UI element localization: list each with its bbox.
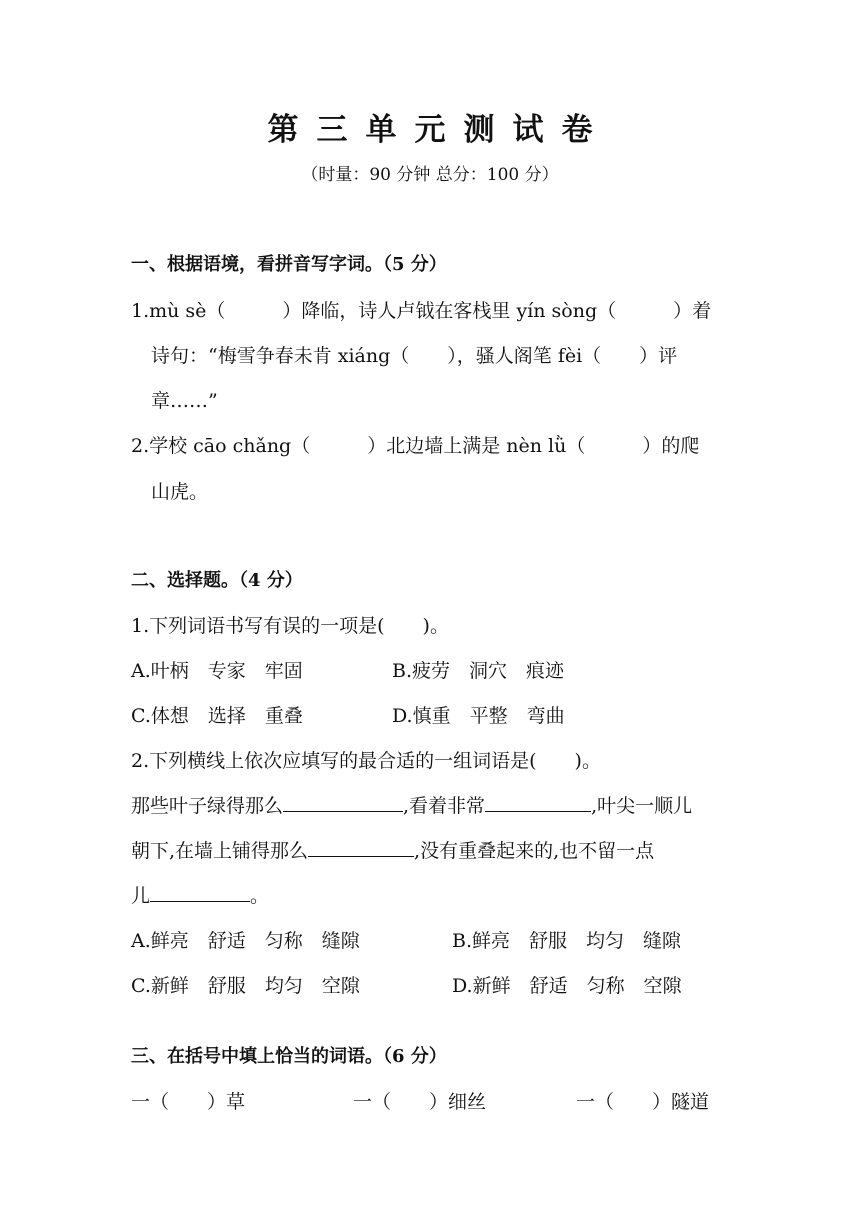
fill-blank-4[interactable] xyxy=(150,881,250,902)
section1-q2-line2: 山虎。 xyxy=(151,481,209,503)
section2-q1-stem: 1.下列词语书写有误的一项是( )。 xyxy=(131,615,449,637)
q2-text-a: 那些叶子绿得那么 xyxy=(131,795,284,817)
section3-item-2: 一（ ）细丝 xyxy=(353,1091,487,1113)
section2-heading: 二、选择题。（4 分） xyxy=(131,570,303,591)
section1-heading: 一、根据语境，看拼音写字词。（5 分） xyxy=(131,254,447,275)
page-title: 第三单元测试卷 xyxy=(267,112,611,148)
q2-text-c: ,叶尖一顺儿 xyxy=(591,795,693,817)
fill-blank-1[interactable] xyxy=(283,791,403,812)
section2-q1-option-a: A.叶柄 专家 牢固 xyxy=(131,660,303,682)
q2-text-g: 。 xyxy=(250,885,270,907)
section2-q2-option-d: D.新鲜 舒适 匀称 空隙 xyxy=(452,975,682,997)
q2-text-d: 朝下,在墙上铺得那么 xyxy=(131,840,309,862)
section1-q1-line2: 诗句：“梅雪争春未肯 xiáng（ ），骚人阁笔 fèi（ ）评 xyxy=(151,345,678,367)
section2-q2-stem: 2.下列横线上依次应填写的最合适的一组词语是( )。 xyxy=(131,750,601,772)
page-subtitle: （时量：90 分钟 总分：100 分） xyxy=(301,165,559,185)
section2-q1-option-c: C.体想 选择 重叠 xyxy=(131,705,303,727)
fill-blank-2[interactable] xyxy=(485,791,591,812)
section3-item-3: 一（ ）隧道 xyxy=(576,1091,710,1113)
section2-q1-option-d: D.慎重 平整 弯曲 xyxy=(392,705,565,727)
section2-q2-text-line1 xyxy=(131,791,692,818)
section2-q2-option-c: C.新鲜 舒服 均匀 空隙 xyxy=(131,975,360,997)
section2-q2-text-line2 xyxy=(131,836,654,863)
section1-q1-line1: 1.mù sè（ ）降临，诗人卢钺在客栈里 yín sòng（ ）着 xyxy=(131,300,712,322)
section2-q2-text-line3 xyxy=(131,881,269,908)
fill-blank-3[interactable] xyxy=(308,836,414,857)
section3-heading: 三、在括号中填上恰当的词语。（6 分） xyxy=(131,1046,447,1067)
section3-item-1: 一（ ）草 xyxy=(131,1091,246,1113)
section2-q2-option-a: A.鲜亮 舒适 匀称 缝隙 xyxy=(131,930,360,952)
q2-text-b: ,看着非常 xyxy=(403,795,486,817)
section1-q2-line1: 2.学校 cāo chǎng（ ）北边墙上满是 nèn lǜ（ ）的爬 xyxy=(131,435,700,457)
q2-text-f: 儿 xyxy=(131,885,151,907)
section2-q1-option-b: B.疲劳 洞穴 痕迹 xyxy=(392,660,565,682)
q2-text-e: ,没有重叠起来的,也不留一点 xyxy=(414,840,655,862)
section2-q2-option-b: B.鲜亮 舒服 均匀 缝隙 xyxy=(452,930,682,952)
section1-q1-line3: 章……” xyxy=(151,390,218,412)
